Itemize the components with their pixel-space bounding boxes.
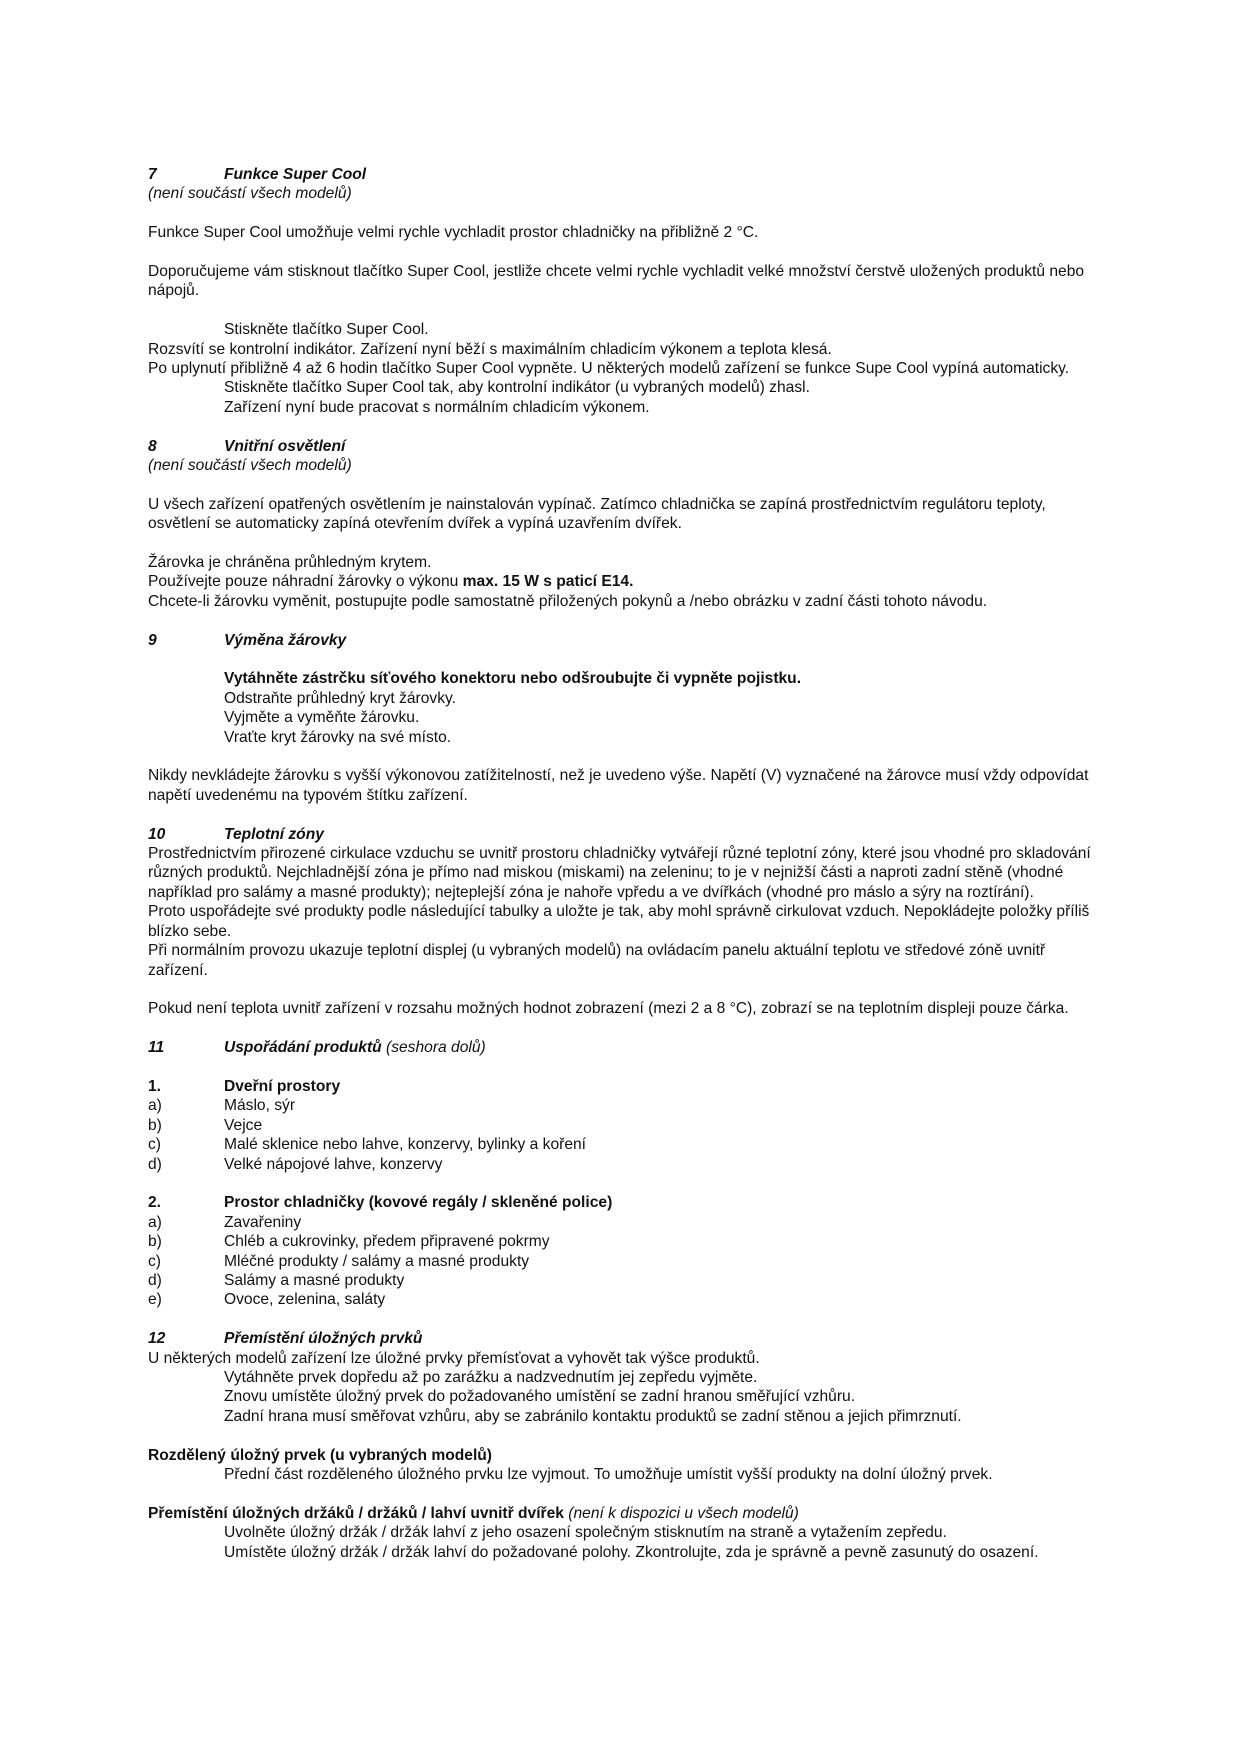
section-8-heading — [148, 437, 1108, 456]
list-label: a) — [148, 1213, 162, 1231]
step-text: Vraťte kryt žárovky na své místo. — [224, 728, 452, 746]
list-label: b) — [148, 1116, 162, 1134]
paragraph: Nikdy nevkládejte žárovku s vyšší výkonovou zatížitelností, než je uvedeno výše. Napětí (V) vyznačené na žárovce musí vždy odpovídat napětí uvedenému na typovém štítku zařízení. — [148, 767, 1089, 804]
paragraph — [148, 572, 1108, 591]
paragraph: Rozsvítí se kontrolní indikátor. Zařízení nyní běží s maximálním chladicím výkonem a teplota klesá. — [148, 340, 832, 358]
step-text: Umístěte úložný držák / držák lahví do požadované polohy. Zkontrolujte, zda je správně a pevně zasunutý do osazení. — [224, 1543, 1039, 1561]
section-number: 8 — [148, 437, 157, 455]
list-label: c) — [148, 1252, 161, 1270]
text-run: Používejte pouze náhradní žárovky o výkonu — [148, 573, 463, 591]
group-heading — [148, 1077, 1108, 1096]
section-title: Přemístění úložných prvků — [224, 1330, 423, 1348]
step-text: Zadní hrana musí směřovat vzhůru, aby se zabránilo kontaktu produktů se zadní stěnou a jejich přimrznutí. — [224, 1407, 962, 1425]
list-label: b) — [148, 1233, 162, 1251]
list-item — [148, 1135, 1108, 1154]
list-item — [148, 1155, 1108, 1174]
section-title: Funkce Super Cool — [224, 166, 367, 183]
section-10-heading — [148, 825, 1108, 844]
section-title-suffix: (seshora dolů) — [381, 1039, 486, 1057]
paragraph: Žárovka je chráněna průhledným krytem. — [148, 554, 432, 572]
section-title: Teplotní zóny — [224, 825, 324, 843]
list-item — [148, 1232, 1108, 1251]
paragraph: Proto uspořádejte své produkty podle následující tabulky a uložte je tak, aby mohl správně cirkulovat vzduch. Nepokládejte položky příliš blízko sebe. — [148, 903, 1090, 940]
document-page — [148, 165, 1108, 1562]
step-text: Stiskněte tlačítko Super Cool tak, aby kontrolní indikátor (u vybraných modelů) zhasl. — [224, 379, 810, 397]
step-text: Stiskněte tlačítko Super Cool. — [224, 321, 429, 339]
subsection-note: (není k dispozici u všech modelů) — [563, 1504, 799, 1522]
section-title: Výměna žárovky — [224, 631, 347, 649]
paragraph: Prostřednictvím přirozené cirkulace vzduchu se uvnitř prostoru chladničky vytvářejí různé teplotní zóny, které jsou vhodné pro skladování různých produktů. Nejchladnější zóna je přímo nad miskou (miskami) na zeleninu; to je v nejnižší části a naproti zadní stěně (vhodné například pro salámy a masné produkty); nejteplejší zóna je nahoře vpředu a ve dvířkách (vhodné pro máslo a sýry na roztírání). — [148, 845, 1091, 901]
list-text: Vejce — [224, 1116, 263, 1134]
section-title: Vnitřní osvětlení — [224, 437, 346, 455]
paragraph: Doporučujeme vám stisknout tlačítko Super Cool, jestliže chcete velmi rychle vychladit velké množství čerstvě uložených produktů nebo nápojů. — [148, 263, 1085, 300]
section-12-heading — [148, 1329, 1108, 1348]
list-text: Salámy a masné produkty — [224, 1271, 405, 1289]
list-text: Chléb a cukrovinky, předem připravené pokrmy — [224, 1233, 550, 1251]
paragraph: Při normálním provozu ukazuje teplotní displej (u vybraných modelů) na ovládacím panelu aktuální teplotu ve středové zóně uvnitř zařízení. — [148, 942, 1046, 979]
list-item — [148, 1252, 1108, 1271]
paragraph: Pokud není teplota uvnitř zařízení v rozsahu možných hodnot zobrazení (mezi 2 a 8 °C), zobrazí se na teplotním displeji pouze čárka. — [148, 1000, 1069, 1018]
list-label: d) — [148, 1271, 162, 1289]
subsection-heading — [148, 1504, 1108, 1523]
step-text: Vytáhněte prvek dopředu až po zarážku a nadzvednutím jej zepředu vyjměte. — [224, 1368, 758, 1386]
step-text: Přední část rozděleného úložného prvku lze vyjmout. To umožňuje umístit vyšší produkty na dolní úložný prvek. — [224, 1465, 993, 1483]
list-item — [148, 1290, 1108, 1309]
paragraph: U některých modelů zařízení lze úložné prvky přemísťovat a vyhovět tak výšce produktů. — [148, 1349, 760, 1367]
step-text: Uvolněte úložný držák / držák lahví z jeho osazení společným stisknutím na straně a vytažením zepředu. — [224, 1524, 947, 1542]
paragraph: U všech zařízení opatřených osvětlením je nainstalován vypínač. Zatímco chladnička se zapíná prostřednictvím regulátoru teploty, osvětlení se automaticky zapíná otevřením dvířek a vypíná uzavřením dvířek. — [148, 495, 1046, 533]
list-label: d) — [148, 1155, 162, 1173]
step-text-bold: Vytáhněte zástrčku síťového konektoru nebo odšroubujte či vypněte pojistku. — [224, 670, 802, 688]
group-heading — [148, 1193, 1108, 1212]
section-note: (není součástí všech modelů) — [148, 457, 352, 475]
list-text: Máslo, sýr — [224, 1097, 296, 1115]
paragraph: Po uplynutí přibližně 4 až 6 hodin tlačítko Super Cool vypněte. U některých modelů zařízení se funkce Supe Cool vypíná automaticky. — [148, 360, 1070, 378]
list-label: e) — [148, 1291, 162, 1309]
step-text: Vyjměte a vyměňte žárovku. — [224, 709, 420, 727]
step-text: Odstraňte průhledný kryt žárovky. — [224, 689, 456, 707]
section-number: 10 — [148, 825, 166, 843]
paragraph: Funkce Super Cool umožňuje velmi rychle vychladit prostor chladničky na přibližně 2 °C. — [148, 224, 759, 242]
section-number: 11 — [148, 1039, 165, 1057]
paragraph: Chcete-li žárovku vyměnit, postupujte podle samostatně přiložených pokynů a /nebo obrázku v zadní části tohoto návodu. — [148, 592, 988, 610]
list-text: Velké nápojové lahve, konzervy — [224, 1155, 443, 1173]
step-text: Znovu umístěte úložný prvek do požadovaného umístění se zadní hranou směřující vzhůru. — [224, 1388, 856, 1406]
list-text: Malé sklenice nebo lahve, konzervy, bylinky a koření — [224, 1136, 587, 1154]
subsection-title: Přemístění úložných držáků / držáků / lahví uvnitř dvířek — [148, 1504, 564, 1522]
bold-spec: max. 15 W s paticí E14. — [462, 573, 634, 591]
list-item — [148, 1213, 1108, 1232]
list-text: Mléčné produkty / salámy a masné produkty — [224, 1252, 530, 1270]
list-label: a) — [148, 1097, 162, 1115]
group-number: 1. — [148, 1077, 162, 1095]
section-11-heading — [148, 1038, 1108, 1057]
group-number: 2. — [148, 1194, 162, 1212]
section-number: 12 — [148, 1330, 166, 1348]
section-number: 9 — [148, 631, 157, 649]
list-item — [148, 1096, 1108, 1115]
step-text: Zařízení nyní bude pracovat s normálním chladicím výkonem. — [224, 398, 650, 416]
section-7-heading — [148, 165, 1108, 184]
section-number: 7 — [148, 166, 157, 183]
list-item — [148, 1116, 1108, 1135]
list-item — [148, 1271, 1108, 1290]
list-label: c) — [148, 1136, 161, 1154]
section-note: (není součástí všech modelů) — [148, 185, 352, 203]
list-text: Zavařeniny — [224, 1213, 302, 1231]
section-9-heading — [148, 631, 1108, 650]
subsection-title: Rozdělený úložný prvek (u vybraných modelů) — [148, 1446, 492, 1464]
group-title: Prostor chladničky (kovové regály / skleněné police) — [224, 1194, 613, 1212]
group-title: Dveřní prostory — [224, 1077, 341, 1095]
list-text: Ovoce, zelenina, saláty — [224, 1291, 386, 1309]
section-title: Uspořádání produktů — [224, 1039, 382, 1057]
